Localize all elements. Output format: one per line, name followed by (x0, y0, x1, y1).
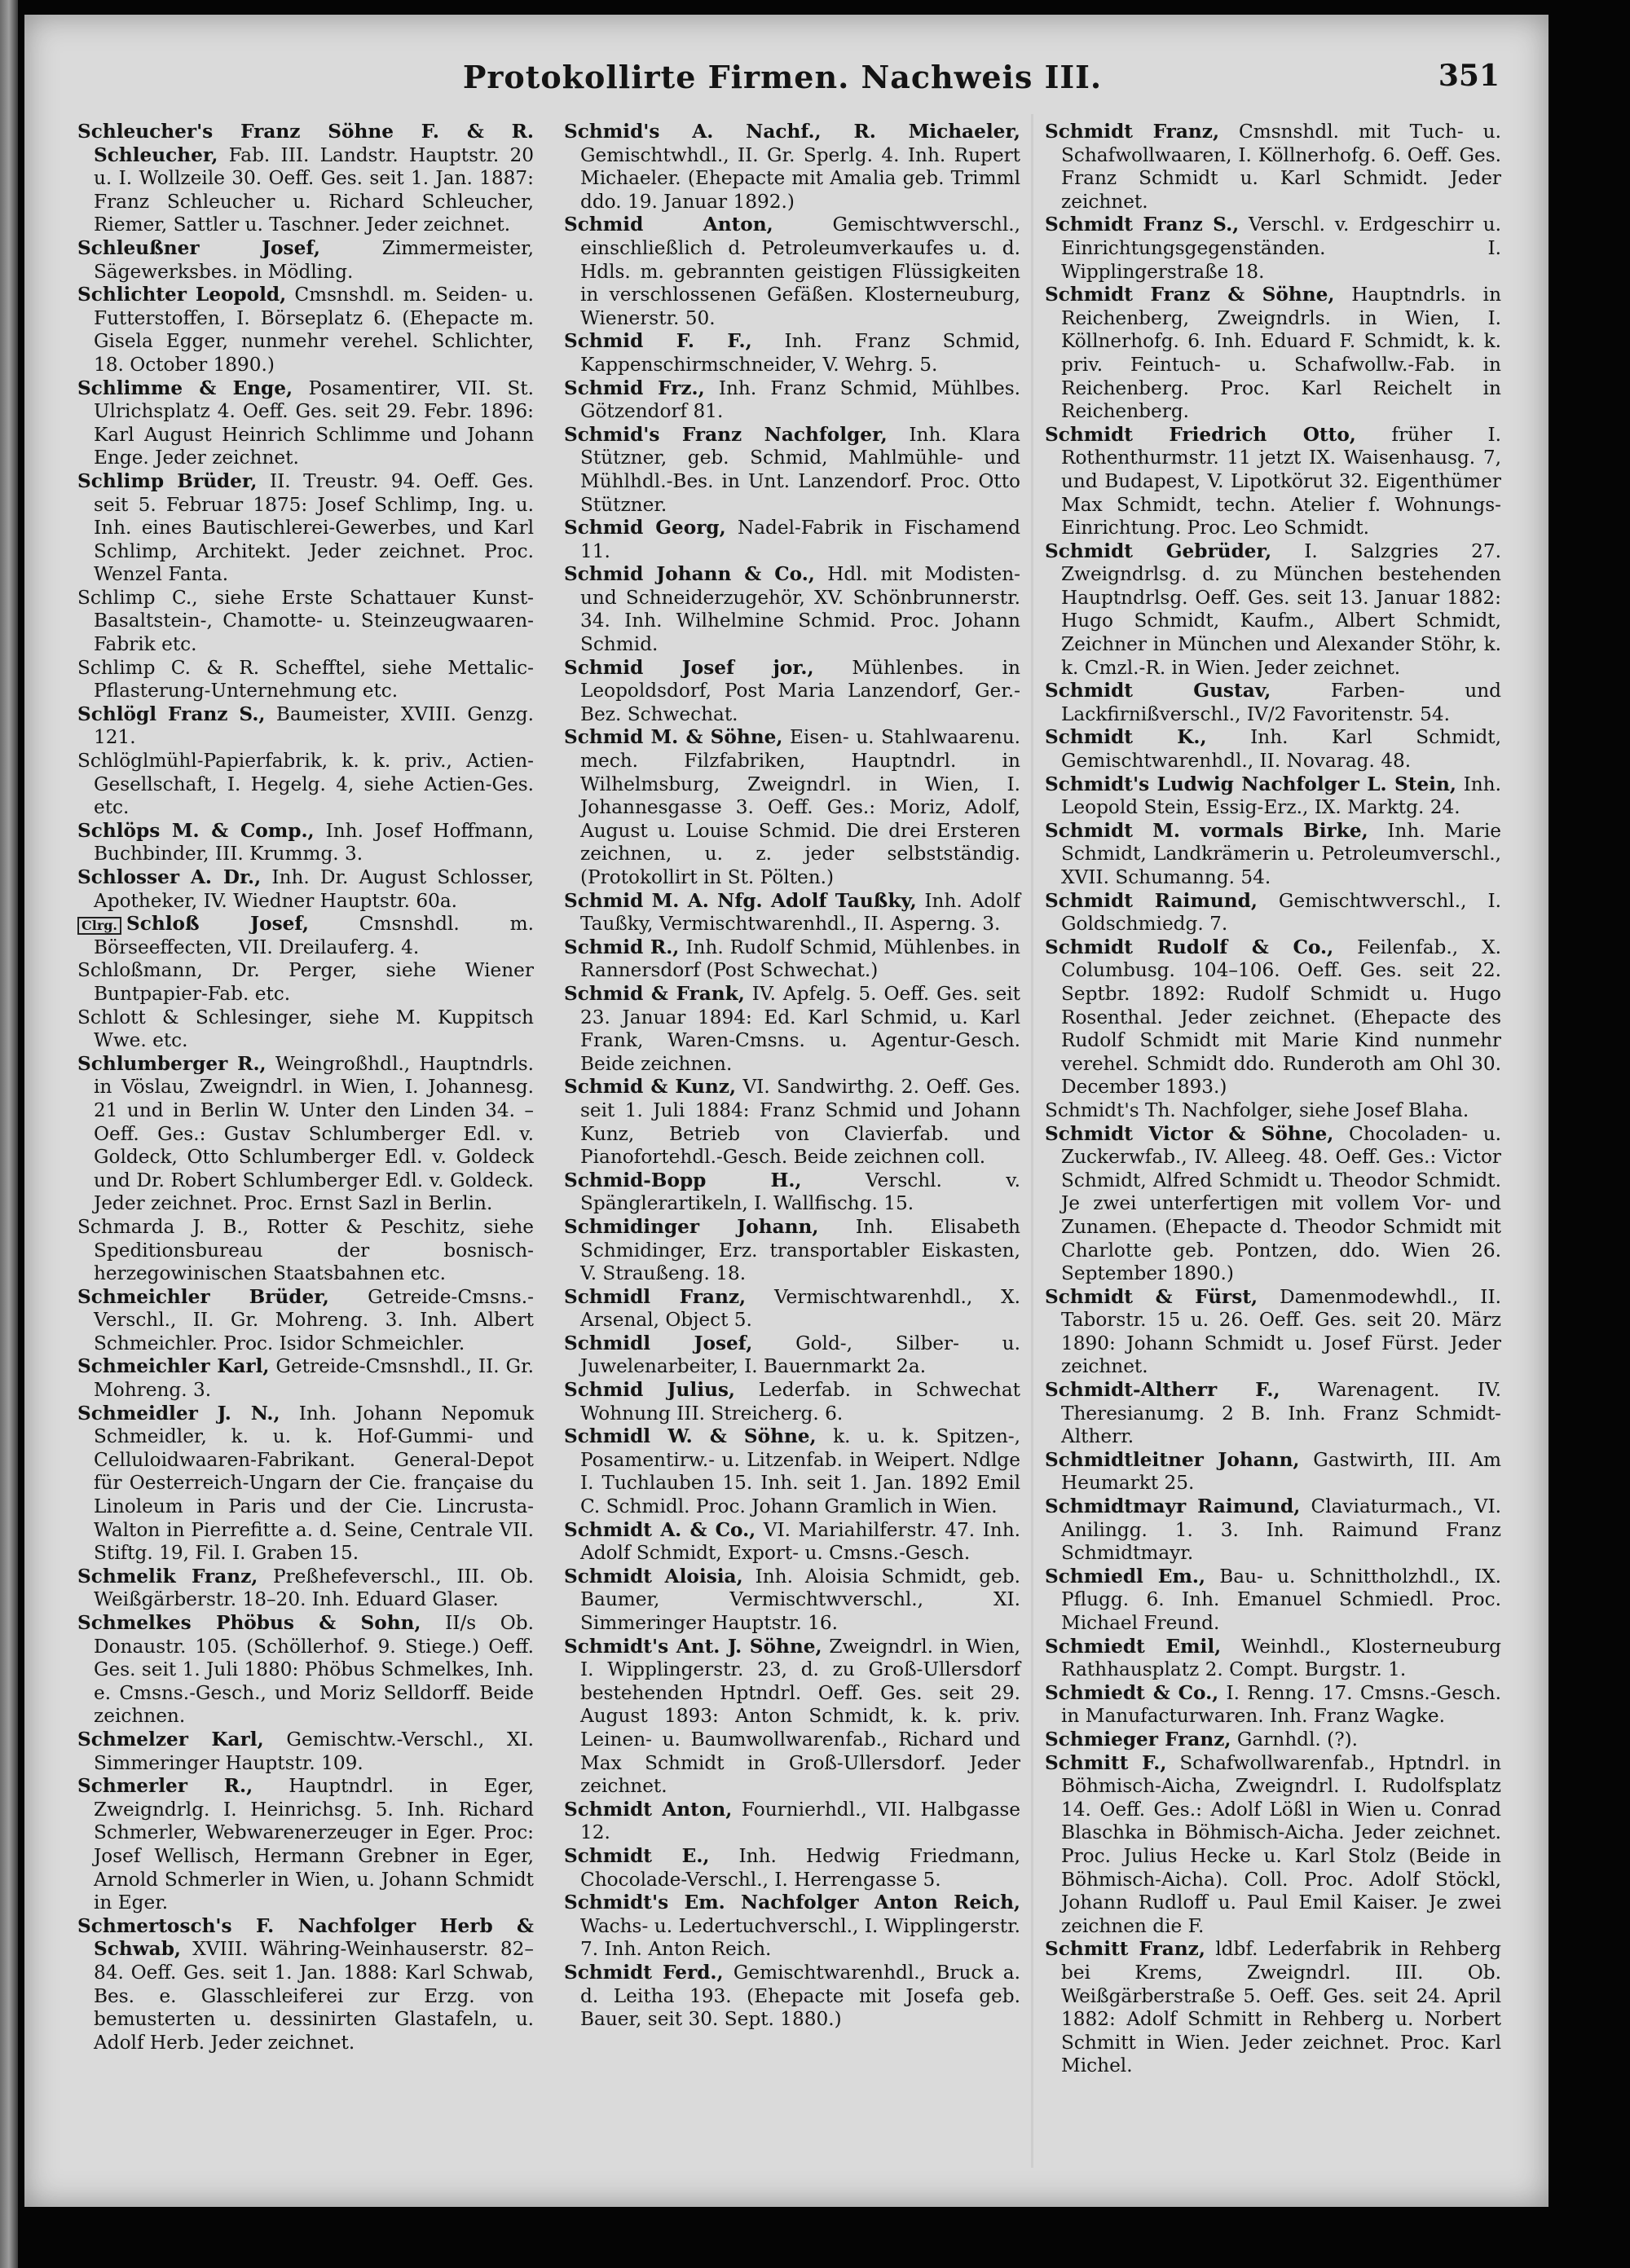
directory-entry (77, 1053, 534, 1216)
directory-entry (1045, 1286, 1501, 1379)
entry-details: Wachs- u. Ledertuchverschl., I. Wipplingerstr. 7. Inh. Anton Reich. (580, 1914, 1020, 1961)
entry-details: k. u. k. Spitzen-, Posamentirw.- u. Litzenfab. in Weipert. Ndlge I. Tuchlauben 15. Inh. seit 1. Jan. 1892 Emil C. Schmidl. Proc. Johann Gramlich in Wien. (580, 1425, 1020, 1518)
directory-entry (564, 983, 1020, 1076)
entry-details: Cmsnshdl. m. Börseeffecten, VII. Dreilauferg. 4. (94, 913, 534, 958)
entry-details: Warenagent. IV. Theresianumg. 2 B. Inh. Franz Schmidt-Altherr. (1061, 1379, 1502, 1448)
entry-details: Zimmermeister, Sägewerksbes. in Mödling. (94, 236, 534, 283)
firm-name: Schmidt Gustav, (1045, 680, 1271, 702)
entry-details: Nadel-Fabrik in Fischamend 11. (580, 517, 1021, 562)
directory-entry (564, 1891, 1020, 1962)
entry-details: Inh. Klara Stützner, geb. Schmid, Mahlmühle- und Mühlhdl.-Bes. in Unt. Lanzendorf. Proc. Otto Stützner. (580, 423, 1020, 516)
entry-details: Inh. Karl Schmidt, Gemischtwarenhdl., II. Novarag. 48. (1061, 726, 1501, 773)
directory-entry (1045, 1636, 1501, 1682)
firm-name: Schmeidler J. N., (77, 1402, 280, 1425)
entry-details: Weingroßhdl., Hauptndrls. in Vöslau, Zweigndrl. in Wien, I. Johannesg. 21 und in Berlin W. Unter den Linden 34. – Oeff. Ges.: Gustav Schlumberger Edl. v. Goldeck, Otto Schlumberger Edl. v. Goldeck und Dr. Robert Schlumberger Edl. v. Goldeck. Jeder zeichnet. Proc. Ernst Sazl in Berlin. (94, 1052, 535, 1215)
directory-entry (77, 866, 534, 913)
directory-entry (1045, 936, 1501, 1099)
directory-entry (564, 424, 1020, 517)
directory-entry (77, 587, 534, 657)
entry-details: Gemischtw.-Verschl., XI. Simmeringer Hauptstr. 109. (94, 1728, 534, 1774)
entry-details: Verschl. v. Spänglerartikeln, I. Wallfischg. 15. (580, 1169, 1020, 1215)
entry-details: VI. Sandwirthg. 2. Oeff. Ges. seit 1. Juli 1884: Franz Schmid und Johann Kunz, Betrieb von Clavierfab. und Pianofortehdl.-Gesch. Beide zeichnen coll. (580, 1076, 1020, 1169)
firm-name: Schlosser A. Dr., (77, 866, 262, 888)
entry-details: Schmarda J. B., Rotter & Peschitz, siehe Speditionsbureau der bosnisch-herzegowinischen Staatsbahnen etc. (77, 1215, 534, 1285)
entry-details: Inh. Leopold Stein, Essig-Erz., IX. Marktg. 24. (1061, 773, 1501, 819)
entry-details: Inh. Rudolf Schmid, Mühlenbes. in Rannersdorf (Post Schwechat.) (580, 936, 1020, 982)
directory-column-1 (77, 121, 534, 2054)
entry-details: Hauptndrl. in Eger, Zweigndrlg. I. Heinrichsg. 5. Inh. Richard Schmerler, Webwarenerzeuger in Eger. Proc: Josef Wellisch, Hermann Grebner in Eger, Arnold Schmerler in Wien, u. Johann Schmidt in Eger. (94, 1775, 534, 1914)
directory-entry (564, 936, 1020, 983)
clearing-stamp: Clrg. (77, 917, 121, 935)
firm-name: Schmeichler Karl, (77, 1355, 270, 1378)
firm-name: Schleußner Josef, (77, 236, 320, 259)
directory-entry (1045, 680, 1501, 726)
entry-details: VI. Mariahilferstr. 47. Inh. Adolf Schmidt, Export- u. Cmsns.-Gesch. (580, 1518, 1020, 1565)
firm-name: Schmid's A. Nachf., R. Michaeler, (564, 121, 1020, 143)
entry-details: Garnhdl. (?). (1236, 1728, 1359, 1751)
entry-details: XVIII. Währing-Weinhauserstr. 82–84. Oeff. Ges. seit 1. Jan. 1888: Karl Schwab, Bes. e. Glasschleiferei zur Erzg. von bemusterten u. dessinirten Glastafeln, u. Adolf Herb. Jeder zeichnet. (94, 1938, 534, 2054)
directory-entry (77, 1729, 534, 1775)
firm-name: Schmidt & Fürst, (1045, 1285, 1258, 1308)
page-number: 351 (1438, 59, 1500, 93)
entry-details: Bau- u. Schnittholzhdl., IX. Pflugg. 6. Inh. Emanuel Schmiedl. Proc. Michael Freund. (1061, 1565, 1501, 1634)
directory-entry (1045, 1099, 1501, 1123)
firm-name: Schmid Frz., (564, 377, 705, 399)
firm-name: Schmidl Franz, (564, 1285, 747, 1308)
directory-entry (77, 913, 534, 959)
entry-details: Lederfab. in Schwechat Wohnung III. Streicherg. 6. (580, 1379, 1020, 1425)
firm-name: Schloß Josef, (126, 913, 309, 936)
directory-entry (1045, 820, 1501, 890)
entry-details: Gemischtwhdl., II. Gr. Sperlg. 4. Inh. Rupert Michaeler. (Ehepacte mit Amalia geb. Trimml ddo. 19. Januar 1892.) (580, 143, 1020, 213)
directory-entry (77, 1915, 534, 2055)
directory-entry (77, 237, 534, 284)
firm-name: Schmid Julius, (564, 1379, 736, 1402)
entry-details: II. Treustr. 94. Oeff. Ges. seit 5. Februar 1875: Josef Schlimp, Ing. u. Inh. eines Bautischlerei-Gewerbes, und Karl Schlimp, Architekt. Jeder zeichnet. Proc. Wenzel Fanta. (94, 469, 534, 586)
directory-entry (564, 330, 1020, 377)
entry-details: Inh. Josef Hoffmann, Buchbinder, III. Krummg. 3. (94, 819, 534, 865)
firm-name: Schmidt's Ludwig Nachfolger L. Stein, (1045, 773, 1456, 795)
firm-name: Schmitt Franz, (1045, 1938, 1205, 1961)
firm-name: Schmidt's Em. Nachfolger Anton Reich, (564, 1891, 1020, 1914)
firm-name: Schmidt Anton, (564, 1798, 733, 1821)
directory-entry (564, 1286, 1020, 1332)
entry-details: Cmsnshdl. mit Tuch- u. Schafwollwaaren, I. Köllnerhofg. 6. Oeff. Ges. Franz Schmidt u. Karl Schmidt. Jeder zeichnet. (1061, 121, 1501, 213)
entry-details: I. Renng. 17. Cmsns.-Gesch. in Manufacturwaren. Inh. Franz Wagke. (1061, 1681, 1501, 1728)
firm-name: Schmidt A. & Co., (564, 1518, 756, 1541)
firm-name: Schleucher's Franz Söhne F. & R. Schleucher, (77, 121, 534, 166)
entry-details: Inh. Franz Schmid, Mühlbes. Götzendorf 81. (580, 377, 1020, 423)
directory-entry (77, 657, 534, 703)
entry-details: II/s Ob. Donaustr. 105. (Schöllerhof. 9. Stiege.) Oeff. Ges. seit 1. Juli 1880: Phöbus Schmelkes, Inh. e. Cmsns.-Gesch., und Moriz Selldorff. Beide zeichnen. (94, 1612, 535, 1728)
entry-details: früher I. Rothenthurmstr. 11 jetzt IX. Waisenhausg. 7, und Budapest, V. Lipotkörut 32. Eigenthümer Max Schmidt, techn. Atelier f. Wohnungs-Einrichtung. Proc. Leo Schmidt. (1061, 423, 1501, 539)
directory-entry (1045, 1379, 1501, 1449)
directory-entry (77, 959, 534, 1006)
entry-details: Hdl. mit Modisten- und Schneiderzugehör, XV. Schönbrunnerstr. 34. Inh. Wilhelmine Schmid. Proc. Johann Schmid. (580, 563, 1021, 656)
directory-entry (77, 750, 534, 820)
entry-details: Vermischtwarenhdl., X. Arsenal, Object 5. (580, 1285, 1020, 1332)
directory-entry (564, 377, 1020, 424)
firm-name: Schmelkes Phöbus & Sohn, (77, 1612, 421, 1634)
firm-name: Schmidt Franz, (1045, 121, 1220, 143)
directory-entry (1045, 1495, 1501, 1566)
entry-details: Schmidt's Th. Nachfolger, siehe Josef Blaha. (1045, 1099, 1469, 1121)
entry-details: Inh. Elisabeth Schmidinger, Erz. transportabler Eiskasten, V. Straußeng. 18. (580, 1215, 1020, 1285)
directory-entry (564, 890, 1020, 936)
firm-name: Schmidt Victor & Söhne, (1045, 1122, 1334, 1145)
entry-details: Verschl. v. Erdgeschirr u. Einrichtungsgegenständen. I. Wipplingerstraße 18. (1061, 214, 1501, 283)
firm-name: Schmid Josef jor., (564, 656, 814, 679)
firm-name: Schmelzer Karl, (77, 1728, 264, 1751)
entry-details: Preßhefeverschl., III. Ob. Weißgärberstr. 18–20. Inh. Eduard Glaser. (94, 1565, 534, 1611)
firm-name: Schmelik Franz, (77, 1565, 258, 1588)
firm-name: Schmid & Kunz, (564, 1076, 737, 1099)
directory-entry (564, 1379, 1020, 1425)
entry-details: Claviaturmach., VI. Anilingg. 1. 3. Inh. Raimund Franz Schmidtmayr. (1061, 1495, 1502, 1565)
entry-details: Inh. Johann Nepomuk Schmeidler, k. u. k. Hof-Gummi- und Celluloidwaaren-Fabrikant. General-Depot für Oesterreich-Ungarn der Cie. française du Linoleum in Paris und der Cie. Lincrusta-Walton in Pierrefitte a. d. Seine, Centrale VII. Stiftg. 19, Fil. I. Graben 15. (94, 1402, 534, 1565)
firm-name: Schmid Georg, (564, 517, 726, 539)
directory-entry (564, 1076, 1020, 1169)
directory-entry (564, 1332, 1020, 1379)
entry-details: IV. Apfelg. 5. Oeff. Ges. seit 23. Januar 1894: Ed. Karl Schmid, u. Karl Frank, Waren-Cmsns. u. Agentur-Gesch. Beide zeichnen. (580, 982, 1020, 1075)
entry-details: Getreide-Cmsns.-Verschl., II. Gr. Mohreng. 3. Inh. Albert Schmeichler. Proc. Isidor Schmeichler. (94, 1285, 534, 1354)
previous-page-edge (0, 0, 18, 2268)
firm-name: Schmid's Franz Nachfolger, (564, 423, 888, 446)
directory-entry (77, 1403, 534, 1566)
firm-name: Schmidt's Ant. J. Söhne, (564, 1635, 822, 1658)
directory-entry (1045, 773, 1501, 820)
directory-entry (77, 1775, 534, 1915)
firm-name: Schmeichler Brüder, (77, 1285, 329, 1308)
entry-details: Inh. Hedwig Friedmann, Chocolade-Verschl., I. Herrengasse 5. (580, 1844, 1020, 1891)
directory-entry (77, 1355, 534, 1402)
directory-entry (564, 726, 1020, 889)
entry-details: Damenmodewhdl., II. Taborstr. 15 u. 26. Oeff. Ges. seit 20. März 1890: Johann Schmidt u. Josef Fürst. Jeder zeichnet. (1061, 1285, 1501, 1378)
firm-name: Schmidt E., (564, 1844, 710, 1867)
directory-entry (1045, 121, 1501, 214)
directory-entry (1045, 1123, 1501, 1286)
entry-details: Fab. III. Landstr. Hauptstr. 20 u. I. Wollzeile 30. Oeff. Ges. seit 1. Jan. 1887: Franz Schleucher u. Richard Schleucher, Riemer, Sattler u. Taschner. Jeder zeichnet. (94, 143, 534, 236)
firm-name: Schmidinger Johann, (564, 1215, 819, 1238)
firm-name: Schlögl Franz S., (77, 702, 266, 725)
running-header (65, 59, 1500, 108)
entry-details: Gemischtwverschl., einschließlich d. Petroleumverkaufes u. d. Hdls. m. gebrannten geistigen Flüssigkeiten in verschlossenen Gefäßen. Klosterneuburg, Wienerstr. 50. (580, 214, 1020, 329)
directory-entry (564, 1799, 1020, 1845)
entry-details: Weinhdl., Klosterneuburg Rathhausplatz 2. Compt. Burgstr. 1. (1061, 1635, 1501, 1681)
directory-entry (1045, 214, 1501, 284)
entry-details: Mühlenbes. in Leopoldsdorf, Post Maria Lanzendorf, Ger.-Bez. Schwechat. (580, 656, 1020, 725)
firm-name: Schmidt M. vormals Birke, (1045, 819, 1368, 842)
firm-name: Schmidt Rudolf & Co., (1045, 936, 1334, 958)
firm-name: Schmidl W. & Söhne, (564, 1425, 817, 1448)
entry-details: Inh. Marie Schmidt, Landkrämerin u. Petroleumverschl., XVII. Schumanng. 54. (1061, 819, 1501, 888)
firm-name: Schmidtleitner Johann, (1045, 1448, 1300, 1471)
entry-details: Hauptndrls. in Reichenberg, Zweigndrls. in Wien, I. Köllnerhofg. 6. Inh. Eduard F. Schmidt, k. k. priv. Feintuch- u. Schafwollw.-Fab. in Reichenberg. Proc. Karl Reichelt in Reichenberg. (1061, 284, 1502, 423)
entry-details: Gastwirth, III. Am Heumarkt 25. (1061, 1448, 1501, 1495)
directory-entry (1045, 890, 1501, 936)
directory-entry (77, 284, 534, 377)
entry-details: Inh. Adolf Taußky, Vermischtwarenhdl., II. Asperng. 3. (580, 889, 1020, 936)
entry-details: Baumeister, XVIII. Genzg. 121. (94, 702, 534, 749)
firm-name: Schmid Johann & Co., (564, 563, 815, 586)
entry-details: Schloßmann, Dr. Perger, siehe Wiener Buntpapier-Fab. etc. (77, 959, 534, 1005)
directory-column-2 (564, 121, 1020, 2032)
entry-details: Farben- und Lackfirnißverschl., IV/2 Favoritenstr. 54. (1061, 680, 1501, 725)
directory-entry (1045, 540, 1501, 680)
directory-entry (77, 1612, 534, 1729)
firm-name: Schmiedt Emil, (1045, 1635, 1222, 1658)
directory-entry (77, 1216, 534, 1286)
entry-details: Schlimp C., siehe Erste Schattauer Kunst-Basaltstein-, Chamotte- u. Steinzeugwaaren-Fabrik etc. (77, 586, 534, 656)
directory-entry (1045, 1566, 1501, 1636)
firm-name: Schmid & Frank, (564, 982, 745, 1005)
firm-name: Schmitt F., (1045, 1751, 1167, 1774)
firm-name: Schmid-Bopp H., (564, 1169, 802, 1191)
firm-name: Schmidtmayr Raimund, (1045, 1495, 1301, 1518)
directory-entry (77, 1006, 534, 1053)
directory-entry (564, 1425, 1020, 1518)
directory-entry (77, 1286, 534, 1356)
directory-entry (1045, 1729, 1501, 1752)
entry-details: Inh. Dr. August Schlosser, Apotheker, IV. Wiedner Hauptstr. 60a. (94, 866, 534, 912)
directory-entry (77, 1566, 534, 1612)
firm-name: Schmid R., (564, 936, 680, 958)
entry-details: ldbf. Lederfabrik in Rehberg bei Krems, Zweigndrl. III. Ob. Weißgärberstraße 5. Oeff. Ges. seit 24. April 1882: Adolf Schmitt in Rehberg u. Norbert Schmitt in Wien. Jeder zeichnet. Proc. Karl Michel. (1061, 1938, 1501, 2077)
directory-entry (564, 657, 1020, 727)
firm-name: Schmertosch's F. Nachfolger Herb & Schwab, (77, 1914, 534, 1961)
entry-details: Zweigndrl. in Wien, I. Wipplingerstr. 23, d. zu Groß-Ullersdorf bestehenden Hptndrl. Oeff. Ges. seit 29. August 1893: Anton Schmidt, k. k. priv. Leinen- u. Baumwollwarenfab., Richard und Max Schmidt in Groß-Ullersdorf. Jeder zeichnet. (580, 1635, 1020, 1798)
directory-entry (564, 517, 1020, 563)
entry-details: Fournierhdl., VII. Halbgasse 12. (580, 1798, 1020, 1844)
entry-details: I. Salzgries 27. Zweigndrlsg. d. zu München bestehenden Hauptndrlsg. Oeff. Ges. seit 13. Januar 1882: Hugo Schmidt, Kaufm., Albert Schmidt, Zeichner in München und Alexander Stöhr, k. k. Cmzl.-R. in Wien. Jeder zeichnet. (1061, 539, 1501, 679)
firm-name: Schmidl Josef, (564, 1332, 753, 1354)
directory-entry (77, 121, 534, 237)
entry-details: Gold-, Silber- u. Juwelenarbeiter, I. Bauernmarkt 2a. (580, 1332, 1020, 1378)
directory-entry (1045, 1938, 1501, 2078)
firm-name: Schmiedl Em., (1045, 1565, 1206, 1588)
directory-entry (564, 1845, 1020, 1891)
firm-name: Schmid Anton, (564, 214, 773, 236)
entry-details: Inh. Franz Schmid, Kappenschirmschneider, V. Wehrg. 5. (580, 330, 1020, 376)
directory-entry (564, 1636, 1020, 1799)
firm-name: Schlimp Brüder, (77, 469, 258, 492)
entry-details: Schlott & Schlesinger, siehe M. Kuppitsch Wwe. etc. (77, 1006, 534, 1052)
entry-details: Schafwollwarenfab., Hptndrl. in Böhmisch-Aicha, Zweigndrl. I. Rudolfsplatz 14. Oeff. Ges.: Adolf Lößl in Wien u. Conrad Blaschka in Böhmisch-Aicha. Jeder zeichnet. Proc. Julius Hecke u. Karl Stolz (Beide in Böhmisch-Aicha). Coll. Proc. Adolf Stöckl, Johann Rudloff u. Paul Emil Kaiser. Je zwei zeichnen die F. (1061, 1751, 1501, 1937)
firm-name: Schmidt Franz & Söhne, (1045, 284, 1335, 306)
entry-details: Getreide-Cmsnshdl., II. Gr. Mohreng. 3. (94, 1355, 534, 1402)
firm-name: Schmidt K., (1045, 726, 1207, 749)
firm-name: Schmerler R., (77, 1775, 253, 1798)
column-fold-shadow (1031, 114, 1033, 2168)
entry-details: Eisen- u. Stahlwaarenu. mech. Filzfabriken, Hauptndrl. in Wilhelmsburg, Zweigndrl. in Wien, I. Johannesgasse 3. Oeff. Ges.: Moriz, Adolf, August u. Louise Schmid. Die drei Ersteren zeichnen, u. z. jeder selbstständig. (Protokollirt in St. Pölten.) (580, 726, 1020, 888)
directory-entry (564, 1566, 1020, 1636)
firm-name: Schmidt Ferd., (564, 1961, 724, 1984)
entry-details: Inh. Aloisia Schmidt, geb. Baumer, Vermischtwverschl., XI. Simmeringer Hauptstr. 16. (580, 1565, 1020, 1634)
entry-details: Schlimp C. & R. Schefftel, siehe Mettalic-Pflasterung-Unternehmung etc. (77, 656, 534, 702)
directory-entry (564, 1519, 1020, 1566)
directory-entry (564, 563, 1020, 656)
directory-entry (77, 470, 534, 587)
directory-entry (564, 1216, 1020, 1286)
firm-name: Schmid F. F., (564, 330, 752, 353)
directory-entry (564, 1169, 1020, 1216)
directory-entry (564, 121, 1020, 214)
firm-name: Schlöps M. & Comp., (77, 819, 315, 842)
entry-details: Gemischtwverschl., I. Goldschmiedg. 7. (1061, 889, 1501, 936)
directory-entry (564, 1962, 1020, 2032)
directory-entry (1045, 284, 1501, 424)
firm-name: Schlumberger R., (77, 1052, 267, 1075)
firm-name: Schmidt-Altherr F., (1045, 1379, 1280, 1402)
directory-entry (77, 377, 534, 470)
entry-details: Feilenfab., X. Columbusg. 104–106. Oeff. Ges. seit 22. Septbr. 1892: Rudolf Schmidt u. Hugo Rosenthal. Jeder zeichnet. (Ehepacte des Rudolf Schmidt mit Marie Kind nunmehr verehel. Schmidt ddo. Runderoth am Ohl 30. December 1893.) (1061, 936, 1501, 1099)
directory-entry (564, 214, 1020, 330)
firm-name: Schmid M. A. Nfg. Adolf Taußky, (564, 889, 917, 912)
entry-details: Chocoladen- u. Zuckerwfab., IV. Alleeg. 48. Oeff. Ges.: Victor Schmidt, Alfred Schmidt u. Theodor Schmidt. Je zwei unterfertigen mit vollem Vor- und Zunamen. (Ehepacte d. Theodor Schmidt mit Charlotte geb. Pontzen, ddo. Wien 26. September 1890.) (1061, 1122, 1501, 1285)
directory-entry (1045, 726, 1501, 773)
firm-name: Schmiedt & Co., (1045, 1681, 1219, 1704)
firm-name: Schmidt Raimund, (1045, 889, 1258, 912)
entry-details: Schlöglmühl-Papierfabrik, k. k. priv., Actien-Gesellschaft, I. Hegelg. 4, siehe Actien-Ges. etc. (77, 750, 534, 819)
firm-name: Schmidt Gebrüder, (1045, 539, 1272, 562)
directory-entry (1045, 424, 1501, 540)
directory-entry (1045, 1449, 1501, 1495)
directory-column-3 (1045, 121, 1501, 2078)
entry-details: Posamentirer, VII. St. Ulrichsplatz 4. Oeff. Ges. seit 29. Febr. 1896: Karl August Heinrich Schlimme und Johann Enge. Jeder zeichnet. (94, 377, 534, 469)
firm-name: Schmieger Franz, (1045, 1728, 1231, 1751)
firm-name: Schmidt Franz S., (1045, 214, 1240, 236)
firm-name: Schmidt Friedrich Otto, (1045, 423, 1356, 446)
directory-entry (77, 820, 534, 866)
entry-details: Gemischtwarenhdl., Bruck a. d. Leitha 193. (Ehepacte mit Josefa geb. Bauer, seit 30. Sept. 1880.) (580, 1961, 1020, 2031)
firm-name: Schmidt Aloisia, (564, 1565, 743, 1588)
directory-entry (1045, 1752, 1501, 1939)
firm-name: Schmid M. & Söhne, (564, 726, 783, 749)
firm-name: Schlichter Leopold, (77, 284, 287, 306)
firm-name: Schlimme & Enge, (77, 377, 293, 399)
header-title: Protokollirte Firmen. Nachweis III. (462, 59, 1103, 95)
directory-entry (1045, 1682, 1501, 1729)
entry-details: Cmsnshdl. m. Seiden- u. Futterstoffen, I. Börseplatz 6. (Ehepacte m. Gisela Egger, nunmehr verehel. Schlichter, 18. October 1890.) (94, 284, 534, 376)
directory-entry (77, 703, 534, 750)
